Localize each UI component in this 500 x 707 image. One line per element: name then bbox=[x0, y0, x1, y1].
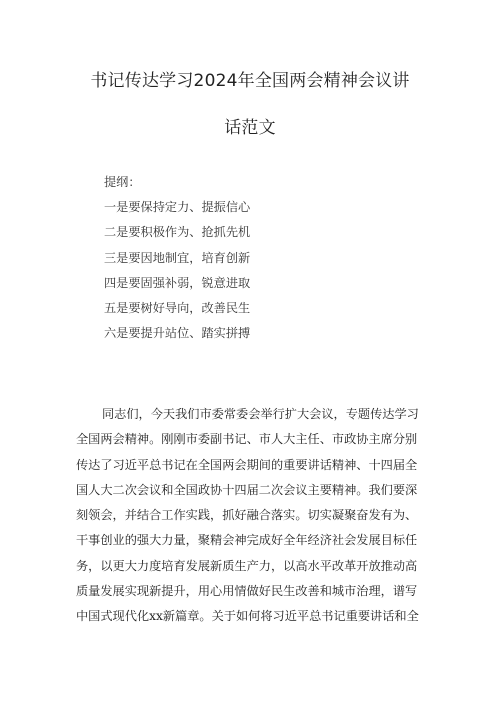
body-line: 传达了习近平总书记在全国两会期间的重要讲话精神、十四届全 bbox=[76, 457, 418, 472]
outline-item: 二是要积极作为、抢抓先机 bbox=[104, 225, 251, 240]
outline-item: 六是要提升站位、踏实拼搏 bbox=[104, 326, 251, 341]
outline-section bbox=[104, 170, 404, 346]
outline-heading: 提纲： bbox=[104, 175, 141, 189]
body-line: 同志们，今天我们市委常委会举行扩大会议，专题传达学习 bbox=[102, 407, 419, 421]
body-line: 国人大二次会议和全国政协十四届二次会议主要精神。我们要深 bbox=[76, 482, 418, 497]
document-title-line-1: 书记传达学习2024年全国两会精神会议讲 bbox=[90, 71, 410, 91]
body-line: 务，以更大力度培育发展新质生产力，以高水平改革开放推动高 bbox=[76, 558, 418, 573]
outline-item: 五是要树好导向，改善民生 bbox=[104, 301, 251, 316]
body-line: 全国两会精神。刚刚市委副书记、市人大主任、市政协主席分别 bbox=[76, 432, 418, 447]
body-paragraph bbox=[76, 402, 436, 630]
body-line: 干事创业的强大力量，聚精会神完成好全年经济社会发展目标任 bbox=[76, 533, 418, 548]
outline-item: 一是要保持定力、提振信心 bbox=[104, 200, 251, 215]
body-line: 刻领会，并结合工作实践，抓好融合落实。切实凝聚奋发有为、 bbox=[76, 508, 418, 523]
body-line: 中国式现代化xx新篇章。关于如何将习近平总书记重要讲话和全 bbox=[76, 609, 419, 624]
document-title-line-2: 话范文 bbox=[224, 118, 276, 138]
outline-item: 三是要因地制宜，培育创新 bbox=[104, 250, 251, 265]
outline-item: 四是要固强补弱，锐意进取 bbox=[104, 275, 251, 290]
body-line: 质量发展实现新提升，用心用情做好民生改善和城市治理，谱写 bbox=[76, 584, 418, 599]
